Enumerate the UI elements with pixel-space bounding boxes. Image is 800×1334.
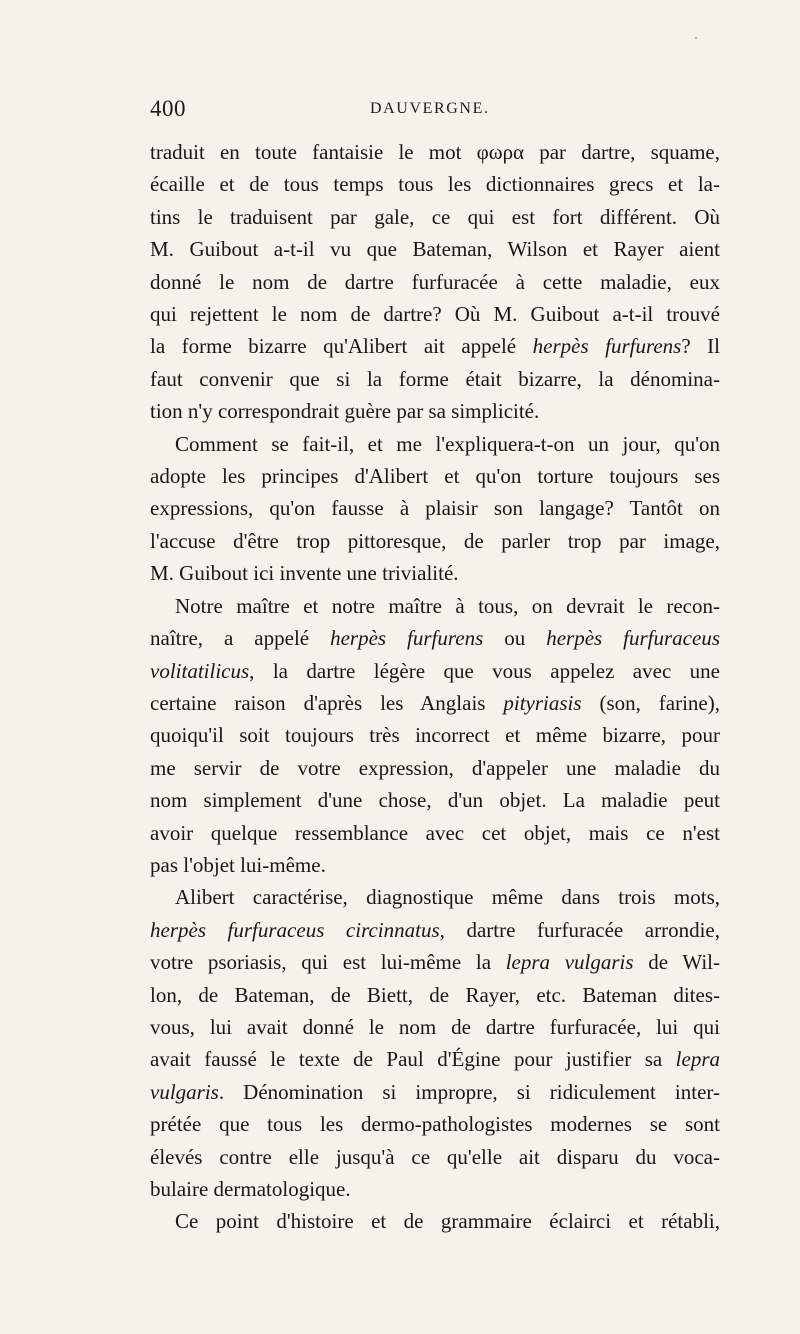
text-line-30: vulgaris. Dénomination si impropre, si ridiculement inter- xyxy=(150,1079,720,1104)
text-line-13: l'accuse d'être trop pittoresque, de parler trop par image, xyxy=(150,528,720,553)
text-line-1: traduit en toute fantaisie le mot φωρα par dartre, squame, xyxy=(150,140,720,164)
text-line-21: nom simplement d'une chose, d'un objet. La maladie peut xyxy=(150,788,720,813)
text-line-8: faut convenir que si la forme était bizarre, la dénomina- xyxy=(150,366,720,391)
page-header xyxy=(150,96,720,132)
text-line-3: tins le traduisent par gale, ce qui est fort différent. Où xyxy=(150,204,720,229)
text-line-7: la forme bizarre qu'Alibert ait appelé herpès furfurens? Il xyxy=(150,334,720,359)
text-line-19: quoiqu'il soit toujours très incorrect et même bizarre, pour xyxy=(150,723,720,748)
text-line-34: Ce point d'histoire et de grammaire éclairci et rétabli, xyxy=(175,1209,720,1234)
text-line-32: élevés contre elle jusqu'à ce qu'elle ait disparu du voca- xyxy=(150,1144,720,1169)
text-line-12: expressions, qu'on fausse à plaisir son langage? Tantôt on xyxy=(150,496,720,521)
text-line-9: tion n'y correspondrait guère par sa simplicité. xyxy=(150,399,540,424)
page-number: 400 xyxy=(150,96,186,121)
text-line-26: votre psoriasis, qui est lui-même la lepra vulgaris de Wil- xyxy=(150,950,720,975)
text-line-11: adopte les principes d'Alibert et qu'on torture toujours ses xyxy=(150,464,720,489)
text-line-6: qui rejettent le nom de dartre? Où M. Guibout a-t-il trouvé xyxy=(150,302,720,327)
text-line-5: donné le nom de dartre furfuracée à cette maladie, eux xyxy=(150,269,720,294)
text-line-31: prétée que tous les dermo-pathologistes modernes se sont xyxy=(150,1112,720,1137)
paper-speck xyxy=(695,37,697,39)
body-text xyxy=(150,136,720,1238)
text-line-10: Comment se fait-il, et me l'expliquera-t-on un jour, qu'on xyxy=(175,431,720,456)
text-line-18: certaine raison d'après les Anglais pityriasis (son, farine), xyxy=(150,690,720,715)
text-line-4: M. Guibout a-t-il vu que Bateman, Wilson et Rayer aient xyxy=(150,237,720,262)
text-line-24: Alibert caractérise, diagnostique même dans trois mots, xyxy=(175,885,720,910)
text-line-29: avait faussé le texte de Paul d'Égine pour justifier sa lepra xyxy=(150,1047,720,1072)
text-line-16: naître, a appelé herpès furfurens ou herpès furfuraceus xyxy=(150,626,720,651)
text-line-20: me servir de votre expression, d'appeler une maladie du xyxy=(150,755,720,780)
text-line-33: bulaire dermatologique. xyxy=(150,1177,351,1201)
text-line-22: avoir quelque ressemblance avec cet objet, mais ce n'est xyxy=(150,820,720,845)
text-line-28: vous, lui avait donné le nom de dartre furfuracée, lui qui xyxy=(150,1014,720,1039)
text-line-2: écaille et de tous temps tous les dictionnaires grecs et la- xyxy=(150,172,720,197)
running-head: DAUVERGNE. xyxy=(370,100,490,117)
text-line-15: Notre maître et notre maître à tous, on devrait le recon- xyxy=(175,593,720,618)
text-line-17: volitatilicus, la dartre légère que vous appelez avec une xyxy=(150,658,720,683)
text-line-14: M. Guibout ici invente une trivialité. xyxy=(150,561,459,586)
text-line-27: lon, de Bateman, de Biett, de Rayer, etc. Bateman dites- xyxy=(150,982,720,1007)
text-line-23: pas l'objet lui-même. xyxy=(150,852,326,877)
text-line-25: herpès furfuraceus circinnatus, dartre furfuracée arrondie, xyxy=(150,917,720,942)
